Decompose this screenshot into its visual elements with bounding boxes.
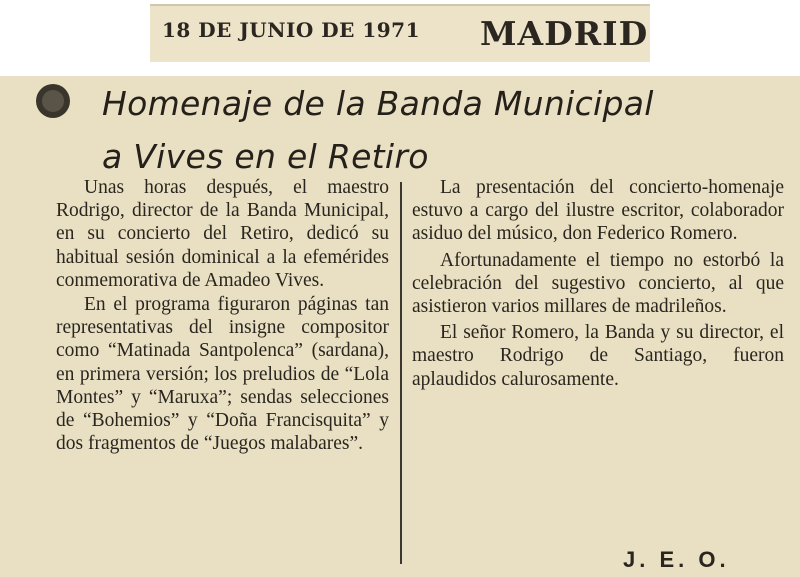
publication-date: 18 DE JUNIO DE 1971 xyxy=(162,18,420,42)
headline-line-2: a Vives en el Retiro xyxy=(102,137,429,176)
right-column xyxy=(412,176,784,394)
dateline-city: MADRID xyxy=(480,14,649,53)
paragraph: La presentación del concierto-homenaje estuvo a cargo del ilustre escritor, colaborador asiduo del músico, don Federico Romero. xyxy=(412,177,784,245)
left-column xyxy=(56,176,389,456)
column-divider xyxy=(400,182,402,564)
bullet-icon-center xyxy=(42,90,64,112)
paragraph: El señor Romero, la Banda y su director, el maestro Rodrigo de Santiago, fueron aplaudidos calurosamente. xyxy=(412,322,784,390)
paragraph: Unas horas después, el maestro Rodrigo, director de la Banda Municipal, en su concierto del Retiro, dedicó su habitual sesión dominical a la efemérides conmemorativa de Amadeo Vives. xyxy=(56,177,389,291)
top-rule xyxy=(150,4,650,6)
paragraph: En el programa figuraron páginas tan representativas del insigne compositor como “Matinada Santpolenca” (sardana), en primera versión; los preludios de “Lola Montes” y “Maruxa”; sendas selecciones de “Bohemios” y “Doña Francisquita” y dos fragmentos de “Juegos malabares”. xyxy=(56,294,389,455)
author-signature: J. E. O. xyxy=(623,547,730,572)
paragraph: Afortunadamente el tiempo no estorbó la celebración del sugestivo concierto, al que asistieron varios millares de madrileños. xyxy=(412,249,784,318)
headline-line-1: Homenaje de la Banda Municipal xyxy=(102,84,654,123)
